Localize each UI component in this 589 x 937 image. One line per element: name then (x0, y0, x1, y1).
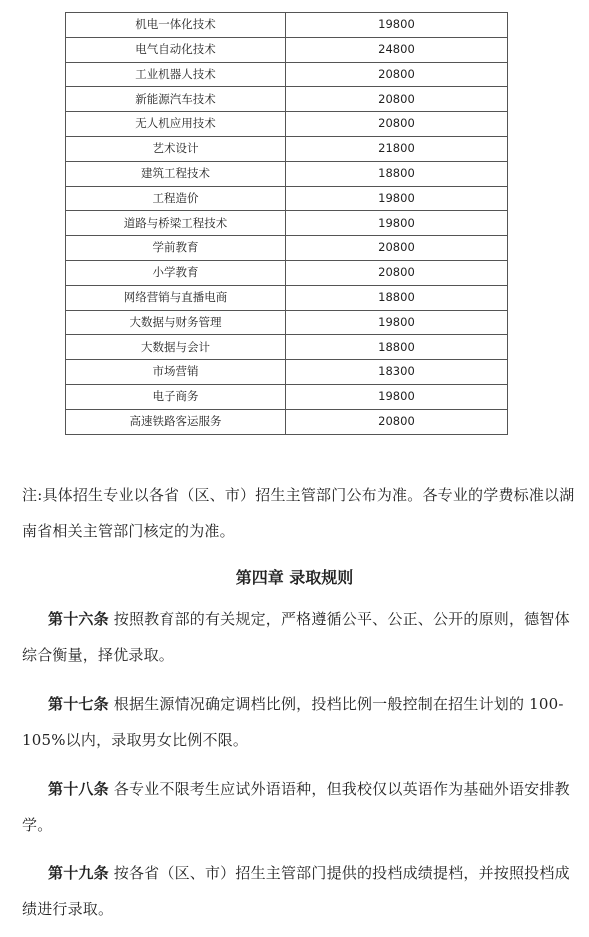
tuition-fee-cell: 19800 (285, 13, 507, 38)
major-name-cell: 道路与桥梁工程技术 (66, 211, 286, 236)
article-number: 第十七条 (48, 695, 109, 713)
article-number: 第十六条 (48, 610, 109, 628)
article-18 (22, 771, 578, 843)
major-name-cell: 电子商务 (66, 384, 286, 409)
article-text: 根据生源情况确定调档比例，投档比例一般控制在招生计划的 100-105%以内，录取男女比例不限。 (22, 695, 564, 749)
tuition-fee-cell: 18800 (285, 335, 507, 360)
major-name-cell: 机电一体化技术 (66, 13, 286, 38)
major-name-cell: 建筑工程技术 (66, 161, 286, 186)
article-17 (22, 686, 578, 758)
tuition-fee-cell: 18800 (285, 161, 507, 186)
tuition-fee-cell: 19800 (285, 186, 507, 211)
major-name-cell: 高速铁路客运服务 (66, 409, 286, 434)
article-number: 第十八条 (48, 780, 109, 798)
tuition-fee-cell: 20800 (285, 112, 507, 137)
table-row (66, 335, 508, 360)
table-row (66, 211, 508, 236)
major-name-cell: 工业机器人技术 (66, 62, 286, 87)
tuition-fee-cell: 18300 (285, 360, 507, 385)
major-name-cell: 市场营销 (66, 360, 286, 385)
table-row (66, 236, 508, 261)
major-name-cell: 大数据与财务管理 (66, 310, 286, 335)
article-text: 各专业不限考生应试外语语种，但我校仅以英语作为基础外语安排教学。 (22, 780, 570, 834)
table-row (66, 310, 508, 335)
article-text: 按各省（区、市）招生主管部门提供的投档成绩提档，并按照投档成绩进行录取。 (22, 864, 570, 918)
tuition-fee-cell: 19800 (285, 310, 507, 335)
table-row (66, 409, 508, 434)
tuition-fee-cell: 20800 (285, 62, 507, 87)
article-16 (22, 601, 578, 673)
tuition-fee-cell: 18800 (285, 285, 507, 310)
tuition-fee-cell: 20800 (285, 409, 507, 434)
table-row (66, 161, 508, 186)
major-name-cell: 网络营销与直播电商 (66, 285, 286, 310)
major-name-cell: 工程造价 (66, 186, 286, 211)
major-name-cell: 学前教育 (66, 236, 286, 261)
table-row (66, 62, 508, 87)
major-name-cell: 大数据与会计 (66, 335, 286, 360)
major-name-cell: 艺术设计 (66, 136, 286, 161)
article-text: 按照教育部的有关规定，严格遵循公平、公正、公开的原则，德智体综合衡量，择优录取。 (22, 610, 570, 664)
tuition-fee-table (65, 12, 508, 435)
major-name-cell: 新能源汽车技术 (66, 87, 286, 112)
fee-table-body (66, 13, 508, 435)
tuition-fee-cell: 20800 (285, 260, 507, 285)
major-name-cell: 小学教育 (66, 260, 286, 285)
table-row (66, 87, 508, 112)
table-row (66, 112, 508, 137)
tuition-fee-cell: 24800 (285, 37, 507, 62)
tuition-fee-cell: 21800 (285, 136, 507, 161)
table-row (66, 37, 508, 62)
article-number: 第十九条 (48, 864, 109, 882)
tuition-fee-cell: 19800 (285, 384, 507, 409)
tuition-fee-cell: 20800 (285, 236, 507, 261)
table-row (66, 260, 508, 285)
table-row (66, 384, 508, 409)
major-name-cell: 无人机应用技术 (66, 112, 286, 137)
fee-note: 注:具体招生专业以各省（区、市）招生主管部门公布为准。各专业的学费标准以湖南省相关主管部门核定的为准。 (22, 486, 575, 540)
table-row (66, 360, 508, 385)
major-name-cell: 电气自动化技术 (66, 37, 286, 62)
tuition-fee-cell: 20800 (285, 87, 507, 112)
table-row (66, 13, 508, 38)
article-19 (22, 855, 578, 927)
table-row (66, 285, 508, 310)
table-row (66, 186, 508, 211)
tuition-fee-cell: 19800 (285, 211, 507, 236)
table-row (66, 136, 508, 161)
chapter-title: 第四章 录取规则 (235, 568, 354, 587)
